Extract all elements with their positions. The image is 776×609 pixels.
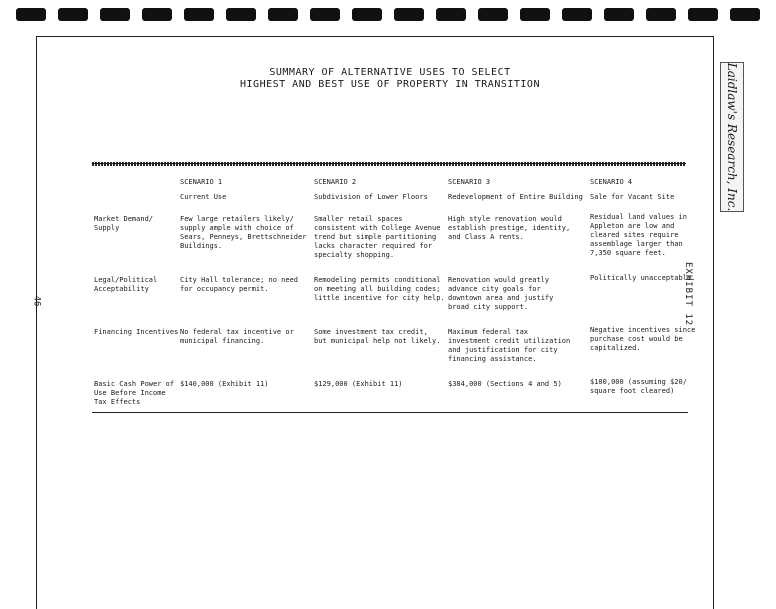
publisher-name: Laidlaw's Research, Inc. bbox=[725, 62, 739, 212]
table-cell: Renovation would greatly advance city goals for downtown area and justify broad city support. bbox=[448, 276, 554, 311]
row-label-financing: Financing Incentives bbox=[94, 328, 179, 336]
binder-hole bbox=[268, 8, 298, 21]
binder-hole bbox=[688, 8, 718, 21]
exhibit-label: EXHIBIT 12 bbox=[683, 262, 693, 327]
table-cell: Residual land values in Appleton are low and cleared sites require assemblage larger than 7,350 square feet. bbox=[590, 213, 687, 257]
table-cell: $129,000 (Exhibit 11) bbox=[314, 380, 403, 388]
table-cell: Smaller retail spaces consistent with College Avenue trend but simple partitioning lacks character required for specialty shopping. bbox=[314, 215, 441, 259]
row-label-legal: Legal/Political Acceptability bbox=[94, 276, 158, 293]
binder-hole bbox=[16, 8, 46, 21]
table-cell: $100,000 (assuming $20/ square foot cleared) bbox=[590, 378, 687, 395]
page-number: 46 bbox=[31, 295, 42, 307]
binder-hole bbox=[436, 8, 466, 21]
table-cell: Few large retailers likely/ supply ample with choice of Sears, Penneys, Brettschneider Buildings. bbox=[180, 215, 307, 250]
binder-hole bbox=[226, 8, 256, 21]
table-cell: High style renovation would establish prestige, identity, and Class A rents. bbox=[448, 215, 571, 241]
binder-holes bbox=[16, 8, 760, 22]
row-label-cash-power: Basic Cash Power of Use Before Income Tax Effects bbox=[94, 380, 175, 406]
table-cell: Politically unacceptable. bbox=[590, 274, 696, 282]
scenario-3-label: Redevelopment of Entire Building bbox=[448, 193, 583, 201]
scenario-3-heading: SCENARIO 3 bbox=[448, 178, 491, 186]
scenario-4-label: Sale for Vacant Site bbox=[590, 193, 675, 201]
scenario-4-heading: SCENARIO 4 bbox=[590, 178, 633, 186]
header-rule bbox=[92, 162, 686, 166]
title-line-1: SUMMARY OF ALTERNATIVE USES TO SELECT bbox=[269, 67, 511, 78]
binder-hole bbox=[142, 8, 172, 21]
title-line-2: HIGHEST AND BEST USE OF PROPERTY IN TRANSITION bbox=[240, 79, 540, 90]
table-cell: Some investment tax credit, but municipal help not likely. bbox=[314, 328, 441, 345]
binder-hole bbox=[562, 8, 592, 21]
table-cell: Negative incentives since purchase cost would be capitalized. bbox=[590, 326, 696, 352]
publisher-tab bbox=[720, 62, 744, 212]
binder-hole bbox=[100, 8, 130, 21]
table-cell: $384,000 (Sections 4 and 5) bbox=[448, 380, 562, 388]
scenario-1-label: Current Use bbox=[180, 193, 227, 201]
binder-hole bbox=[58, 8, 88, 21]
table-bottom-rule bbox=[92, 412, 688, 413]
binder-hole bbox=[478, 8, 508, 21]
table-cell: Remodeling permits conditional on meeting all building codes; little incentive for city help. bbox=[314, 276, 445, 302]
binder-hole bbox=[604, 8, 634, 21]
binder-hole bbox=[646, 8, 676, 21]
scenario-1-heading: SCENARIO 1 bbox=[180, 178, 223, 186]
table-cell: City Hall tolerance; no need for occupancy permit. bbox=[180, 276, 299, 293]
binder-hole bbox=[520, 8, 550, 21]
scenario-2-heading: SCENARIO 2 bbox=[314, 178, 357, 186]
page-frame bbox=[36, 36, 714, 609]
table-cell: No federal tax incentive or municipal financing. bbox=[180, 328, 294, 345]
binder-hole bbox=[310, 8, 340, 21]
binder-hole bbox=[394, 8, 424, 21]
row-label-market: Market Demand/ Supply bbox=[94, 215, 154, 232]
binder-hole bbox=[352, 8, 382, 21]
binder-hole bbox=[730, 8, 760, 21]
binder-hole bbox=[184, 8, 214, 21]
table-cell: $140,000 (Exhibit 11) bbox=[180, 380, 269, 388]
scenario-2-label: Subdivision of Lower Floors bbox=[314, 193, 428, 201]
table-cell: Maximum federal tax investment credit utilization and justification for city financing assistance. bbox=[448, 328, 571, 363]
